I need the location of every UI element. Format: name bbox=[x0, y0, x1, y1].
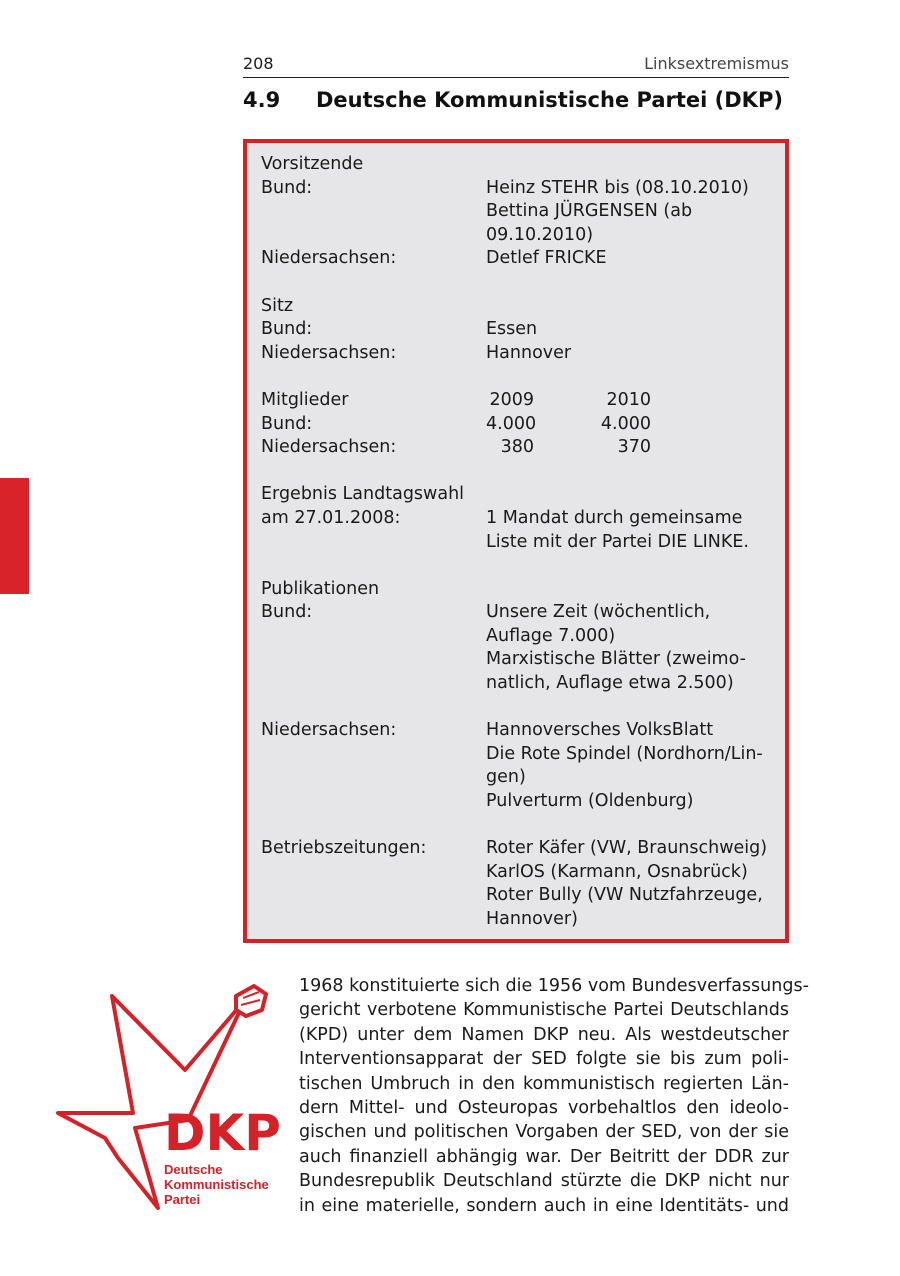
fact-row bbox=[261, 837, 781, 931]
fact-label: am 27.01.2008: bbox=[261, 507, 401, 528]
fact-value: Detlef FRICKE bbox=[486, 248, 607, 269]
fact-value-line: Roter Käfer (VW, Braunschweig) bbox=[486, 838, 768, 859]
fist-icon bbox=[236, 986, 266, 1016]
fact-row bbox=[261, 295, 781, 319]
fact-value-line: 09.10.2010) bbox=[486, 224, 594, 245]
section-number: 4.9 bbox=[243, 88, 281, 112]
fact-box bbox=[243, 139, 789, 943]
fact-value bbox=[486, 601, 781, 695]
fact-value: Hannover bbox=[486, 342, 572, 363]
fact-label: Betriebszeitungen: bbox=[261, 838, 427, 859]
member-count: 4.000 bbox=[486, 413, 537, 434]
fact-value bbox=[486, 719, 781, 813]
fact-label: Niedersachsen: bbox=[261, 248, 397, 269]
body-paragraph bbox=[299, 974, 809, 1218]
member-count: 4.000 bbox=[600, 413, 651, 434]
fact-value-line: Auflage 7.000) bbox=[486, 625, 616, 646]
member-count: 370 bbox=[617, 437, 651, 458]
fact-heading-mitglieder: Mitglieder bbox=[261, 389, 349, 410]
fact-label: Niedersachsen: bbox=[261, 720, 397, 741]
body-line: gericht verbotene Kommunistische Partei Deutschlands bbox=[299, 1000, 789, 1021]
fact-label: Bund: bbox=[261, 413, 313, 434]
fact-value-line: Roter Bully (VW Nutzfahrzeuge, bbox=[486, 885, 763, 906]
fact-row bbox=[261, 578, 781, 602]
fact-value-line: Pulverturm (Oldenburg) bbox=[486, 791, 694, 812]
dkp-logo bbox=[40, 978, 290, 1214]
fact-value-line: KarlOS (Karmann, Osnabrück) bbox=[486, 861, 748, 882]
fact-label: Bund: bbox=[261, 177, 313, 198]
fact-heading-vorsitzende: Vorsitzende bbox=[261, 154, 364, 174]
fact-row bbox=[261, 719, 781, 813]
fact-value-line: Bettina JÜRGENSEN (ab bbox=[486, 201, 693, 222]
fact-value bbox=[486, 507, 781, 554]
page-header bbox=[243, 52, 789, 78]
fact-row bbox=[261, 507, 781, 554]
logo-name-line: Deutsche bbox=[164, 1162, 223, 1177]
body-line: auch finanziell abhängig war. Der Beitritt der DDR zur bbox=[299, 1146, 789, 1167]
chapter-side-tab bbox=[0, 478, 29, 594]
member-year: 2009 bbox=[489, 389, 534, 410]
fact-value-line: natlich, Auflage etwa 2.500) bbox=[486, 673, 734, 694]
body-line: (KPD) unter dem Namen DKP neu. Als westdeutscher bbox=[299, 1024, 789, 1045]
fact-label: Bund: bbox=[261, 319, 313, 340]
fact-value-line: 1 Mandat durch gemeinsame bbox=[486, 507, 743, 528]
fact-row bbox=[261, 601, 781, 695]
fact-value bbox=[486, 177, 781, 248]
fact-row bbox=[261, 247, 781, 271]
fact-value-line: Liste mit der Partei DIE LINKE. bbox=[486, 531, 749, 552]
section-title: Deutsche Kommunistische Partei (DKP) bbox=[316, 88, 783, 112]
body-line: in eine materielle, sondern auch in eine Identitäts- und bbox=[299, 1195, 789, 1216]
logo-acronym: DKP bbox=[164, 1104, 281, 1162]
fact-value-line: gen) bbox=[486, 767, 526, 788]
fact-row bbox=[261, 177, 781, 248]
fact-value-line: Die Rote Spindel (Nordhorn/Lin- bbox=[486, 743, 763, 764]
fact-value-line: Heinz STEHR bis (08.10.2010) bbox=[486, 177, 749, 198]
fact-row bbox=[261, 342, 781, 366]
body-line: 1968 konstituierte sich die 1956 vom Bundesverfassungs- bbox=[299, 976, 809, 996]
section-heading bbox=[243, 88, 783, 112]
fact-row bbox=[261, 153, 781, 177]
fact-value-line: Hannover) bbox=[486, 909, 578, 929]
fact-label: Niedersachsen: bbox=[261, 437, 397, 458]
fact-row bbox=[261, 389, 781, 413]
fact-value-line: Unsere Zeit (wöchentlich, bbox=[486, 602, 711, 623]
body-line: tischen Umbruch in den kommunistisch regierten Län- bbox=[299, 1073, 789, 1094]
member-year: 2010 bbox=[606, 389, 651, 410]
fact-heading-publikationen: Publikationen bbox=[261, 578, 380, 599]
body-line: Interventionsapparat der SED folgte sie bis zum poli- bbox=[299, 1049, 789, 1070]
fact-row bbox=[261, 318, 781, 342]
fact-row bbox=[261, 483, 781, 507]
body-line: Bundesrepublik Deutschland stürzte die DKP nicht nur bbox=[299, 1171, 789, 1192]
fact-heading-wahl: Ergebnis Landtagswahl bbox=[261, 484, 465, 505]
fact-value: Essen bbox=[486, 319, 538, 340]
running-title: Linksextremismus bbox=[644, 54, 789, 73]
logo-name-line: Kommunistische bbox=[164, 1177, 269, 1192]
fact-heading-sitz: Sitz bbox=[261, 295, 294, 316]
fact-value-line: Marxistische Blätter (zweimo- bbox=[486, 649, 746, 670]
logo-name-line: Partei bbox=[164, 1192, 201, 1207]
fact-row bbox=[261, 413, 781, 437]
fact-row bbox=[261, 436, 781, 460]
fact-label: Niedersachsen: bbox=[261, 342, 397, 363]
fact-label: Bund: bbox=[261, 602, 313, 623]
body-line: dern Mittel- und Osteuropas vorbehaltlos den ideolo- bbox=[299, 1098, 789, 1119]
fact-value bbox=[486, 837, 781, 931]
fact-value-line: Hannoversches VolksBlatt bbox=[486, 720, 714, 741]
member-count: 380 bbox=[500, 437, 534, 458]
page-number: 208 bbox=[243, 54, 274, 73]
body-line: gischen und politischen Vorgaben der SED, von der sie bbox=[299, 1122, 789, 1143]
